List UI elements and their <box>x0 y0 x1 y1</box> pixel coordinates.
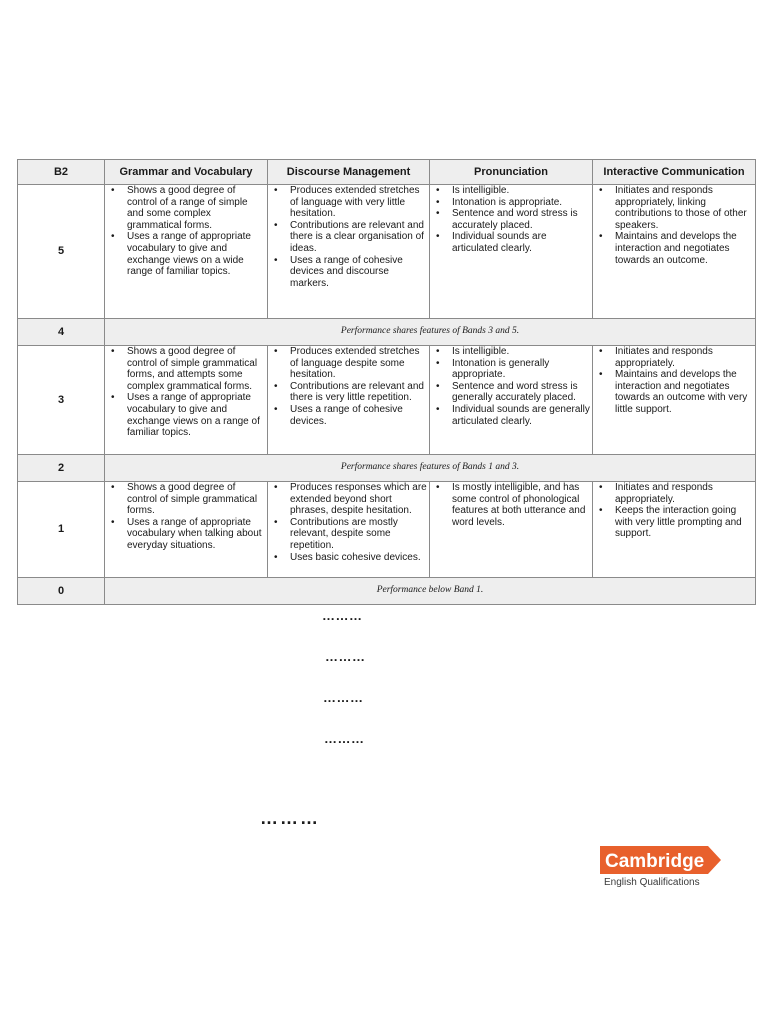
header-interactive-communication: Interactive Communication <box>593 160 756 185</box>
band-number: 4 <box>18 319 105 346</box>
assessment-rubric-table <box>17 159 756 605</box>
dotted-line: ……… <box>260 808 320 828</box>
dotted-line: ……… <box>323 690 364 705</box>
shared-features-note: Performance shares features of Bands 3 and 5. <box>105 319 756 346</box>
discourse-cell <box>268 482 430 578</box>
table-row-band-5 <box>18 185 756 319</box>
descriptor-item: • Sentence and word stress is accurately placed. <box>452 208 590 231</box>
descriptor-item: • Uses a range of cohesive devices and discourse markers. <box>290 255 427 290</box>
descriptor-item: • Is mostly intelligible, and has some control of phonological features at both utterance and word levels. <box>452 482 590 528</box>
descriptor-item: • Produces extended stretches of language with very little hesitation. <box>290 185 427 220</box>
descriptor-item: • Sentence and word stress is generally accurately placed. <box>452 381 590 404</box>
descriptor-item: • Is intelligible. <box>452 346 590 358</box>
band-number: 1 <box>18 482 105 578</box>
shared-features-note: Performance below Band 1. <box>105 578 756 605</box>
band-number: 2 <box>18 455 105 482</box>
table-row-band-2 <box>18 455 756 482</box>
table-row-band-3 <box>18 346 756 455</box>
cambridge-logo <box>600 846 725 888</box>
descriptor-item: • Contributions are relevant and there is a clear organisation of ideas. <box>290 220 427 255</box>
descriptor-item: • Produces responses which are extended beyond short phrases, despite hesitation. <box>290 482 427 517</box>
discourse-cell <box>268 185 430 319</box>
logo-brand: Cambridge <box>605 851 705 872</box>
descriptor-item: • Uses a range of appropriate vocabulary to give and exchange views on a range of familiar topics. <box>127 392 265 438</box>
band-number: 3 <box>18 346 105 455</box>
pronunciation-cell <box>430 185 593 319</box>
band-number: 0 <box>18 578 105 605</box>
header-level: B2 <box>18 160 105 185</box>
descriptor-item: • Shows a good degree of control of simple grammatical forms. <box>127 482 265 517</box>
interactive-cell <box>593 346 756 455</box>
header-pronunciation: Pronunciation <box>430 160 593 185</box>
header-discourse-management: Discourse Management <box>268 160 430 185</box>
descriptor-item: • Initiates and responds appropriately. <box>615 346 753 369</box>
dotted-line: ……… <box>325 649 366 664</box>
grammar-cell <box>105 185 268 319</box>
dotted-line: ……… <box>322 608 363 623</box>
descriptor-item: • Shows a good degree of control of a range of simple and some complex grammatical forms. <box>127 185 265 231</box>
descriptor-item: • Initiates and responds appropriately, linking contributions to those of other speakers. <box>615 185 753 231</box>
dotted-line: ……… <box>324 731 365 746</box>
descriptor-item: • Intonation is generally appropriate. <box>452 358 590 381</box>
descriptor-item: • Intonation is appropriate. <box>452 197 590 209</box>
descriptor-item: • Contributions are relevant and there is very little repetition. <box>290 381 427 404</box>
descriptor-item: • Individual sounds are articulated clearly. <box>452 231 590 254</box>
descriptor-item: • Is intelligible. <box>452 185 590 197</box>
descriptor-item: • Keeps the interaction going with very little prompting and support. <box>615 505 753 540</box>
pronunciation-cell <box>430 346 593 455</box>
header-grammar-vocabulary: Grammar and Vocabulary <box>105 160 268 185</box>
descriptor-item: • Uses a range of appropriate vocabulary to give and exchange views on a wide range of familiar topics. <box>127 231 265 277</box>
descriptor-item: • Uses a range of cohesive devices. <box>290 404 427 427</box>
descriptor-item: • Contributions are mostly relevant, despite some repetition. <box>290 517 427 552</box>
descriptor-item: • Individual sounds are generally articulated clearly. <box>452 404 590 427</box>
descriptor-item: • Initiates and responds appropriately. <box>615 482 753 505</box>
pronunciation-cell <box>430 482 593 578</box>
descriptor-item: • Uses basic cohesive devices. <box>290 552 427 564</box>
descriptor-item: • Produces extended stretches of language despite some hesitation. <box>290 346 427 381</box>
grammar-cell <box>105 346 268 455</box>
descriptor-item: • Maintains and develops the interaction and negotiates towards an outcome with very little support. <box>615 369 753 415</box>
descriptor-item: • Maintains and develops the interaction and negotiates towards an outcome. <box>615 231 753 266</box>
table-row-band-1 <box>18 482 756 578</box>
table-row-band-0 <box>18 578 756 605</box>
table-header-row <box>18 160 756 185</box>
descriptor-item: • Shows a good degree of control of simple grammatical forms, and attempts some complex grammatical forms. <box>127 346 265 392</box>
interactive-cell <box>593 185 756 319</box>
grammar-cell <box>105 482 268 578</box>
band-number: 5 <box>18 185 105 319</box>
shared-features-note: Performance shares features of Bands 1 and 3. <box>105 455 756 482</box>
table-row-band-4 <box>18 319 756 346</box>
logo-subtitle: English Qualifications <box>604 877 700 888</box>
discourse-cell <box>268 346 430 455</box>
descriptor-item: • Uses a range of appropriate vocabulary when talking about everyday situations. <box>127 517 265 552</box>
interactive-cell <box>593 482 756 578</box>
logo-banner-shape <box>600 846 722 874</box>
